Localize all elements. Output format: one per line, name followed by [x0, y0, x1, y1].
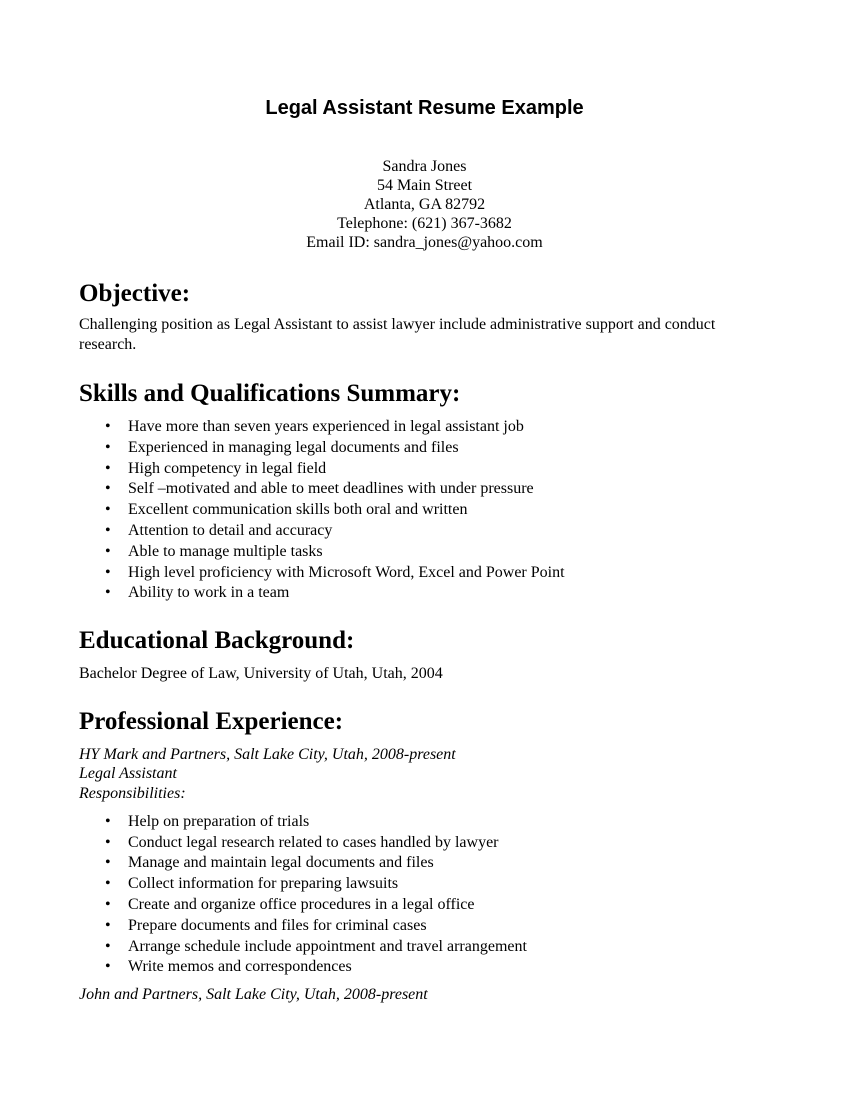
list-item: • Self –motivated and able to meet deadlines with under pressure — [105, 480, 534, 498]
list-item: • Able to manage multiple tasks — [105, 542, 323, 560]
education-heading: Educational Background: — [79, 627, 355, 654]
list-item: • Have more than seven years experienced in legal assistant job — [105, 418, 524, 435]
list-item: • Excellent communication skills both oral and written — [105, 501, 468, 519]
experience-section — [79, 707, 779, 1005]
contact-email: Email ID: sandra_jones@yahoo.com — [306, 234, 543, 251]
list-item: • Create and organize office procedures in a legal office — [105, 896, 475, 914]
list-item: • Arrange schedule include appointment and travel arrangement — [105, 937, 527, 955]
list-item: • Collect information for preparing lawsuits — [105, 875, 399, 893]
skills-heading: Skills and Qualifications Summary: — [79, 380, 461, 407]
contact-street: 54 Main Street — [376, 177, 473, 194]
list-item: • High competency in legal field — [105, 459, 327, 477]
contact-telephone: Telephone: (621) 367-3682 — [337, 215, 512, 232]
education-text: Bachelor Degree of Law, University of Utah, Utah, 2004 — [79, 665, 443, 682]
list-item: • Ability to work in a team — [105, 584, 290, 602]
skills-list — [79, 417, 779, 604]
job1-role: Legal Assistant — [79, 765, 177, 783]
list-item: • Conduct legal research related to cases handled by lawyer — [105, 833, 499, 851]
list-item: • Attention to detail and accuracy — [105, 521, 333, 539]
list-item: • Manage and maintain legal documents and files — [105, 854, 434, 872]
education-section — [79, 626, 779, 684]
contact-name: Sandra Jones — [382, 158, 467, 175]
responsibilities-list — [79, 812, 779, 978]
experience-heading: Professional Experience: — [79, 708, 344, 735]
job1-company: HY Mark and Partners, Salt Lake City, Utah, 2008-present — [79, 746, 456, 763]
job2-company: John and Partners, Salt Lake City, Utah, 2008-present — [79, 986, 428, 1004]
objective-section — [79, 279, 759, 355]
skills-section — [79, 379, 779, 604]
objective-heading: Objective: — [79, 280, 191, 307]
job1-responsibilities-label: Responsibilities: — [79, 784, 186, 802]
list-item: • Help on preparation of trials — [105, 812, 310, 830]
document-title: Legal Assistant Resume Example — [265, 97, 584, 119]
list-item: • Experienced in managing legal documents and files — [105, 438, 459, 456]
list-item: • Prepare documents and files for criminal cases — [105, 916, 427, 934]
contact-city: Atlanta, GA 82792 — [363, 196, 486, 213]
objective-text: Challenging position as Legal Assistant to assist lawyer include administrative support and conduct research. — [79, 316, 716, 353]
contact-block — [0, 157, 849, 252]
list-item: • Write memos and correspondences — [105, 958, 352, 976]
list-item: • High level proficiency with Microsoft Word, Excel and Power Point — [105, 563, 565, 581]
